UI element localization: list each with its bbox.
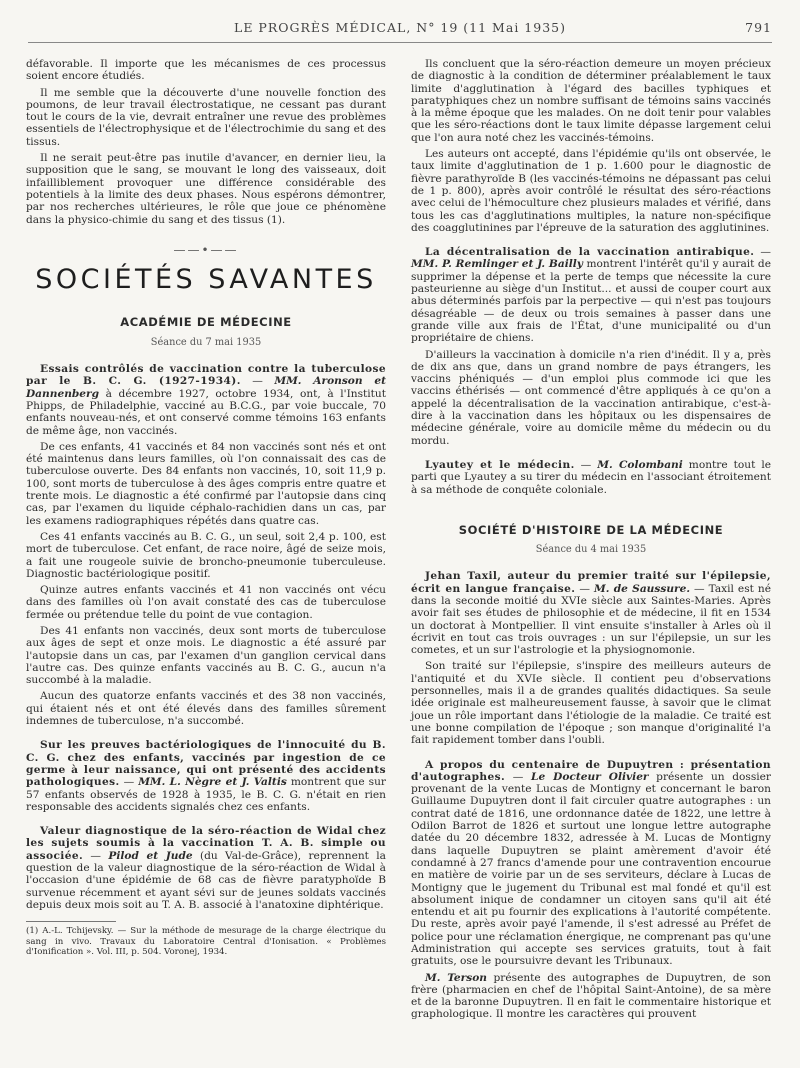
academie-seance-date: Séance du 7 mai 1935 xyxy=(150,336,262,348)
article-preuves-text: montrent que sur 57 enfants observés de 1928 à 1935, le B. C. G. n'était en rien responsable des accidents signalés chez ces enfants. xyxy=(26,776,386,813)
article-bcg-paragraph-4: Quinze autres enfants vaccinés et 41 non vaccinés ont vécu dans des familles où l'on avait constaté des cas de tuberculose fermée ou prétendue telle du point de vue contagion. xyxy=(26,584,386,621)
article-decentralisation-text: montrent l'intérêt qu'il y aurait de supprimer la dépense et la perte de temps que nécessite la cure pasteurienne au siège d'un Institut... et aussi de couper court aux abus déterminés parfois par la perpective — qui n'est pas toujours désagréable — de deux ou trois semaines à passer dans une grande ville aux frais de l'État, d'une municipalité ou d'un propriétaire de chiens. xyxy=(411,258,771,345)
intro-paragraph-1: défavorable. Il importe que les mécanismes de ces processus soient encore étudiés. xyxy=(26,58,386,83)
article-bcg-paragraph-2: De ces enfants, 41 vaccinés et 84 non vaccinés sont nés et ont été maintenus dans leurs familles, où l'on connaissait des cas de tuberculose ouverte. Des 84 enfants non vaccinés, 10, soit 11,9 p. 100, sont morts de tuberculose à des âges compris entre quatre et trente mois. Le diagnostic a été confirmé par l'autopsie dans cinq cas, par l'examen du liquide céphalo-rachidien dans un cas, par les examens radiographiques répétés dans quatre cas. xyxy=(26,440,386,527)
article-lyautey: Lyautey et le médecin. — M. Colombani montre tout le parti que Lyautey a su tirer du médecin en l'associant étroitement à sa méthode de conquête coloniale. xyxy=(411,458,771,496)
journal-title: LE PROGRÈS MÉDICAL, N° 19 (11 Mai 1935) xyxy=(234,20,566,35)
academie-heading: ACADÉMIE DE MÉDECINE xyxy=(120,315,292,330)
page-number: 791 xyxy=(745,20,772,35)
article-terson-text: présente des autographes de Dupuytren, de son frère (pharmacien en chef de l'hôpital Saint-Antoine), de sa mère et de la baronne Dupuytren. Il en fait le commentaire historique et graphologique. Il montre les caractères qui prouvent xyxy=(411,971,771,1021)
widal-conclusion-paragraph: Ils concluent que la séro-réaction demeure un moyen précieux de diagnostic à la condition de déterminer préalablement le taux limite d'agglutination à l'égard des bacilles typhiques et paratyphiques chez un nombre suffisant de témoins sains vaccinés à la même époque que les malades. On ne doit tenir pour valables que les séro-réactions dont le taux limite dépasse largement celui que l'on aura noté chez les vaccinés-témoins. xyxy=(411,58,771,144)
article-bcg-authors: MM. Aronson et Dannenberg xyxy=(26,375,387,400)
article-decentralisation: La décentralisation de la vaccination antirabique. — MM. P. Remlinger et J. Bailly montrent l'intérêt qu'il y aurait de supprimer la dépense et la perte de temps que nécessite la cure pasteurienne au siège d'un Institut... et aussi de couper court aux abus déterminés parfois par la perpective — qui n'est pas toujours désagréable — de deux ou trois semaines à passer dans une grande ville aux frais de l'État, d'une municipalité ou d'un propriétaire de chiens. xyxy=(411,246,772,345)
right-column xyxy=(411,58,771,1025)
article-widal-authors: Pilod et Jude xyxy=(108,849,193,862)
running-head xyxy=(28,20,772,40)
footnote-rule xyxy=(26,921,116,922)
article-lyautey-title: Lyautey et le médecin. xyxy=(425,458,575,471)
article-bcg: Essais contrôlés de vaccination contre la tuberculose par le B. C. G. (1927-1934). — MM. Aronson et Dannenberg à décembre 1927, octobre 1934, ont, à l'Institut Phipps, de Philadelphie, vacciné au B.C.G., par voie buccale, 70 enfants nouveau-nés, et ont conservé comme témoins 163 enfants de même âge, non vaccinés. xyxy=(26,363,387,437)
article-bcg-title: Essais contrôlés de vaccination contre la tuberculose par le B. C. G. (1927-1934). xyxy=(26,363,386,388)
intro-paragraph-2: Il me semble que la découverte d'une nouvelle fonction des poumons, de leur travail électrostatique, ne cessant pas durant tout le cours de la vie, devrait entraîner une revue des problèmes essentiels de l'électrophysique et de l'électrochimie du sang et des tissus. xyxy=(26,86,386,148)
header-rule xyxy=(28,42,772,43)
article-bcg-text: à décembre 1927, octobre 1934, ont, à l'Institut Phipps, de Philadelphie, vacciné au B.C.G., par voie buccale, 70 enfants nouveau-nés, et ont conservé comme témoins 163 enfants de même âge, non vaccinés. xyxy=(26,387,387,437)
article-widal-title: Valeur diagnostique de la séro-réaction de Widal chez les sujets soumis à la vaccination T. A. B. simple ou associée. xyxy=(26,825,386,862)
article-taxil-paragraph-2: Son traité sur l'épilepsie, s'inspire des meilleurs auteurs de l'antiquité et du XVIe siècle. Il contient peu d'observations personnelles, mais il a de grandes qualités didactiques. Sa seule idée originale est malheureusement fausse, à savoir que le climat joue un rôle important dans l'étiologie de la maladie. Ce traité est une bonne compilation de l'époque ; son manque d'originalité l'a fait rapidement tomber dans l'oubli. xyxy=(411,660,771,747)
article-decentralisation-title: La décentralisation de la vaccination antirabique. xyxy=(425,246,755,259)
article-bcg-paragraph-6: Aucun des quatorze enfants vaccinés et des 38 non vaccinés, qui étaient nés et ont été élevés dans des familles sûrement indemnes de tuberculose, n'a succombé. xyxy=(26,690,386,728)
article-bcg-paragraph-5: Des 41 enfants non vaccinés, deux sont morts de tuberculose aux âges de sept et onze mois. Le diagnostic a été assuré par l'autopsie dans un cas, par l'examen d'un ganglion cervical dans l'autre cas. Des quinze enfants vaccinés au B. C. G., aucun n'a succombé à la maladie. xyxy=(26,624,386,687)
article-preuves-authors: MM. L. Nègre et J. Valtis xyxy=(138,776,287,789)
article-taxil: Jehan Taxil, auteur du premier traité sur l'épilepsie, écrit en langue française. — M. de Saussure. — Taxil est né dans la seconde moitié du XVIe siècle aux Saintes-Maries. Après avoir fait ses études de philosophie et de médecine, il fit en 1534 un doctorat à Montpellier. Il vint ensuite s'installer à Arles où il écrivit en tout cas trois ouvrages : un sur l'épilepsie, un sur les cometes, et un sur l'astrologie et la physiognomonie. xyxy=(411,570,771,657)
intro-paragraph-3: Il ne serait peut-être pas inutile d'avancer, en dernier lieu, la supposition que le sang, se mouvant le long des vaisseaux, doit infailliblement provoquer une différence considérable des potentiels à la limite des deux phases. Nous espérons démontrer, par nos recherches ultérieures, le rôle que joue ce phénomène dans la physico-chimie du sang et des tissus (1). xyxy=(26,152,386,226)
widal-authors-paragraph: Les auteurs ont accepté, dans l'épidémie qu'ils ont observée, le taux limite d'agglutination de 1 p. 1.600 pour le diagnostic de fièvre parathyroïde B (les vaccinés-témoins ne dépassant pas celui de 1 p. 800), après avoir contrôlé le résultat des séro-réactions avec celui de l'hémoculture chez plusieurs malades et vérifié, dans tous les cas d'agglutinations multiples, la nature non-spécifique des coagglutinines par l'épreuve de la saturation des agglutinines. xyxy=(411,148,771,234)
footnote: (1) A.-L. Tchijevsky. — Sur la méthode de mesurage de la charge électrique du sang in vivo. Travaux du Laboratoire Central d'Ionisation. « Problèmes d'Ionification ». Vol. III, p. 504. Voronej, 1934. xyxy=(26,926,386,958)
article-dupuytren-authors: Le Docteur Olivier xyxy=(531,770,649,783)
article-terson-authors: M. Terson xyxy=(425,971,487,984)
article-lyautey-text: montre tout le parti que Lyautey a su tirer du médecin en l'associant étroitement à sa méthode de conquête coloniale. xyxy=(411,458,771,496)
article-preuves-title: Sur les preuves bactériologiques de l'innocuité du B. C. G. chez des enfants, vaccinés par ingestion de ce germe à leur naissance, qui ont présenté des accidents pathologiques. xyxy=(26,739,386,789)
article-dupuytren-title: A propos du centenaire de Dupuytren : présentation d'autographes. xyxy=(411,758,771,783)
article-terson xyxy=(411,972,771,1021)
article-decentralisation-authors: MM. P. Remlinger et J. Bailly xyxy=(411,258,583,271)
article-bcg-paragraph-3: Ces 41 enfants vaccinés au B. C. G., un seul, soit 2,4 p. 100, est mort de tuberculose. Cet enfant, de race noire, âgé de seize mois, a fait une rougeole suivie de broncho-pneumonie tuberculeuse. Diagnostic bactériologique positif. xyxy=(26,530,386,580)
article-taxil-title: Jehan Taxil, auteur du premier traité sur l'épilepsie, écrit en langue française. xyxy=(411,570,771,595)
article-dupuytren: A propos du centenaire de Dupuytren : présentation d'autographes. — Le Docteur Olivier présente un dossier provenant de la vente Lucas de Montigny et concernant le baron Guillaume Dupuytren dont il fait circuler quatre autographes : un contrat daté de 1816, une ordonnance datée de 1822, une lettre à Odilon Barrot de 1826 et surtout une longue lettre autographe datée du 20 décembre 1832, adressée à M. Lucas de Montigny dans laquelle Dupuytren se plaint amèrement d'avoir été condamné à 27 francs d'amende pour une contravention encourue en matière de voirie par un de ses serviteurs, déclare à Lucas de Montigny que le jugement du Tribunal est mal fondé et qu'il est absolument inique de condamner un citoyen sans qu'il ait été entendu et ait pu fournir des explications à l'autorité compétente. Du reste, après avoir payé l'amende, il s'est adressé au Préfet de police pour une réclamation énergique, ne comprenant pas qu'une Administration qui accepte ses services gratuits, tout à fait gratuits, ose le poursuivre devant les Tribunaux. xyxy=(411,758,771,968)
article-taxil-text: — Taxil est né dans la seconde moitié du XVIe siècle aux Saintes-Maries. Après avoir fait ses études de philosophie et de médecine, il fit en 1534 un doctorat à Montpellier. Il vint ensuite s'installer à Arles où il écrivit en tout cas trois ouvrages : un sur l'épilepsie, un sur les cometes, et un sur l'astrologie et la physiognomonie. xyxy=(411,582,771,657)
article-lyautey-authors: M. Colombani xyxy=(597,458,683,471)
ornament-divider: ——•—— xyxy=(173,242,239,257)
article-decentralisation-paragraph-2: D'ailleurs la vaccination à domicile n'a rien d'inédit. Il y a, près de dix ans que, dans un grand nombre de pays étrangers, les vaccins phéniqués — d'un emploi plus commode ici que les vaccins éthérisés — ont commencé d'être appliqués à ce qu'on a appelé la décentralisation de la vaccination antirabique, c'est-à-dire à la vaccination dans les hôpitaux ou les dispensaires de médecine générale, voire au domicile même du médecin ou du mordu. xyxy=(411,348,771,447)
left-column xyxy=(26,58,386,961)
article-widal-text: (du Val-de-Grâce), reprennent la question de la valeur diagnostique de la séro-réaction de Widal à l'occasion d'une épidémie de 68 cas de fièvre paratyphoïde B survenue récemment et ayant sévi sur de jeunes soldats vaccinés depuis deux mois soit au T. A. B. associé à l'anatoxine diphtérique. xyxy=(26,849,386,911)
section-title: SOCIÉTÉS SAVANTES xyxy=(35,264,377,296)
article-widal: Valeur diagnostique de la séro-réaction de Widal chez les sujets soumis à la vaccination T. A. B. simple ou associée. — Pilod et Jude (du Val-de-Grâce), reprennent la question de la valeur diagnostique de la séro-réaction de Widal à l'occasion d'une épidémie de 68 cas de fièvre paratyphoïde B survenue récemment et ayant sévi sur de jeunes soldats vaccinés depuis deux mois soit au T. A. B. associé à l'anatoxine diphtérique. xyxy=(26,825,386,911)
article-taxil-authors: M. de Saussure. xyxy=(593,582,691,595)
article-dupuytren-text: présente un dossier provenant de la vente Lucas de Montigny et concernant le baron Guillaume Dupuytren dont il fait circuler quatre autographes : un contrat daté de 1816, une ordonnance datée de 1822, une lettre à Odilon Barrot de 1826 et surtout une longue lettre autographe datée du 20 décembre 1832, adressée à M. Lucas de Montigny dans laquelle Dupuytren se plaint amèrement d'avoir été condamné à 27 francs d'amende pour une contravention encourue en matière de voirie par un de ses serviteurs, déclare à Lucas de Montigny que le jugement du Tribunal est mal fondé et qu'il est absolument inique de condamner un citoyen sans qu'il ait été entendu et ait pu fournir des explications à l'autorité compétente. Du reste, après avoir payé l'amende, il s'est adressé au Préfet de police pour une réclamation énergique, ne comprenant pas qu'une Administration qui accepte ses services gratuits, tout à fait gratuits, ose le poursuivre devant les Tribunaux. xyxy=(411,770,771,968)
shm-heading: SOCIÉTÉ D'HISTOIRE DE LA MÉDECINE xyxy=(458,522,724,537)
article-preuves: Sur les preuves bactériologiques de l'innocuité du B. C. G. chez des enfants, vaccinés par ingestion de ce germe à leur naissance, qui ont présenté des accidents pathologiques. — MM. L. Nègre et J. Valtis montrent que sur 57 enfants observés de 1928 à 1935, le B. C. G. n'était en rien responsable des accidents signalés chez ces enfants. xyxy=(26,739,386,813)
shm-seance-date: Séance du 4 mai 1935 xyxy=(535,544,647,556)
